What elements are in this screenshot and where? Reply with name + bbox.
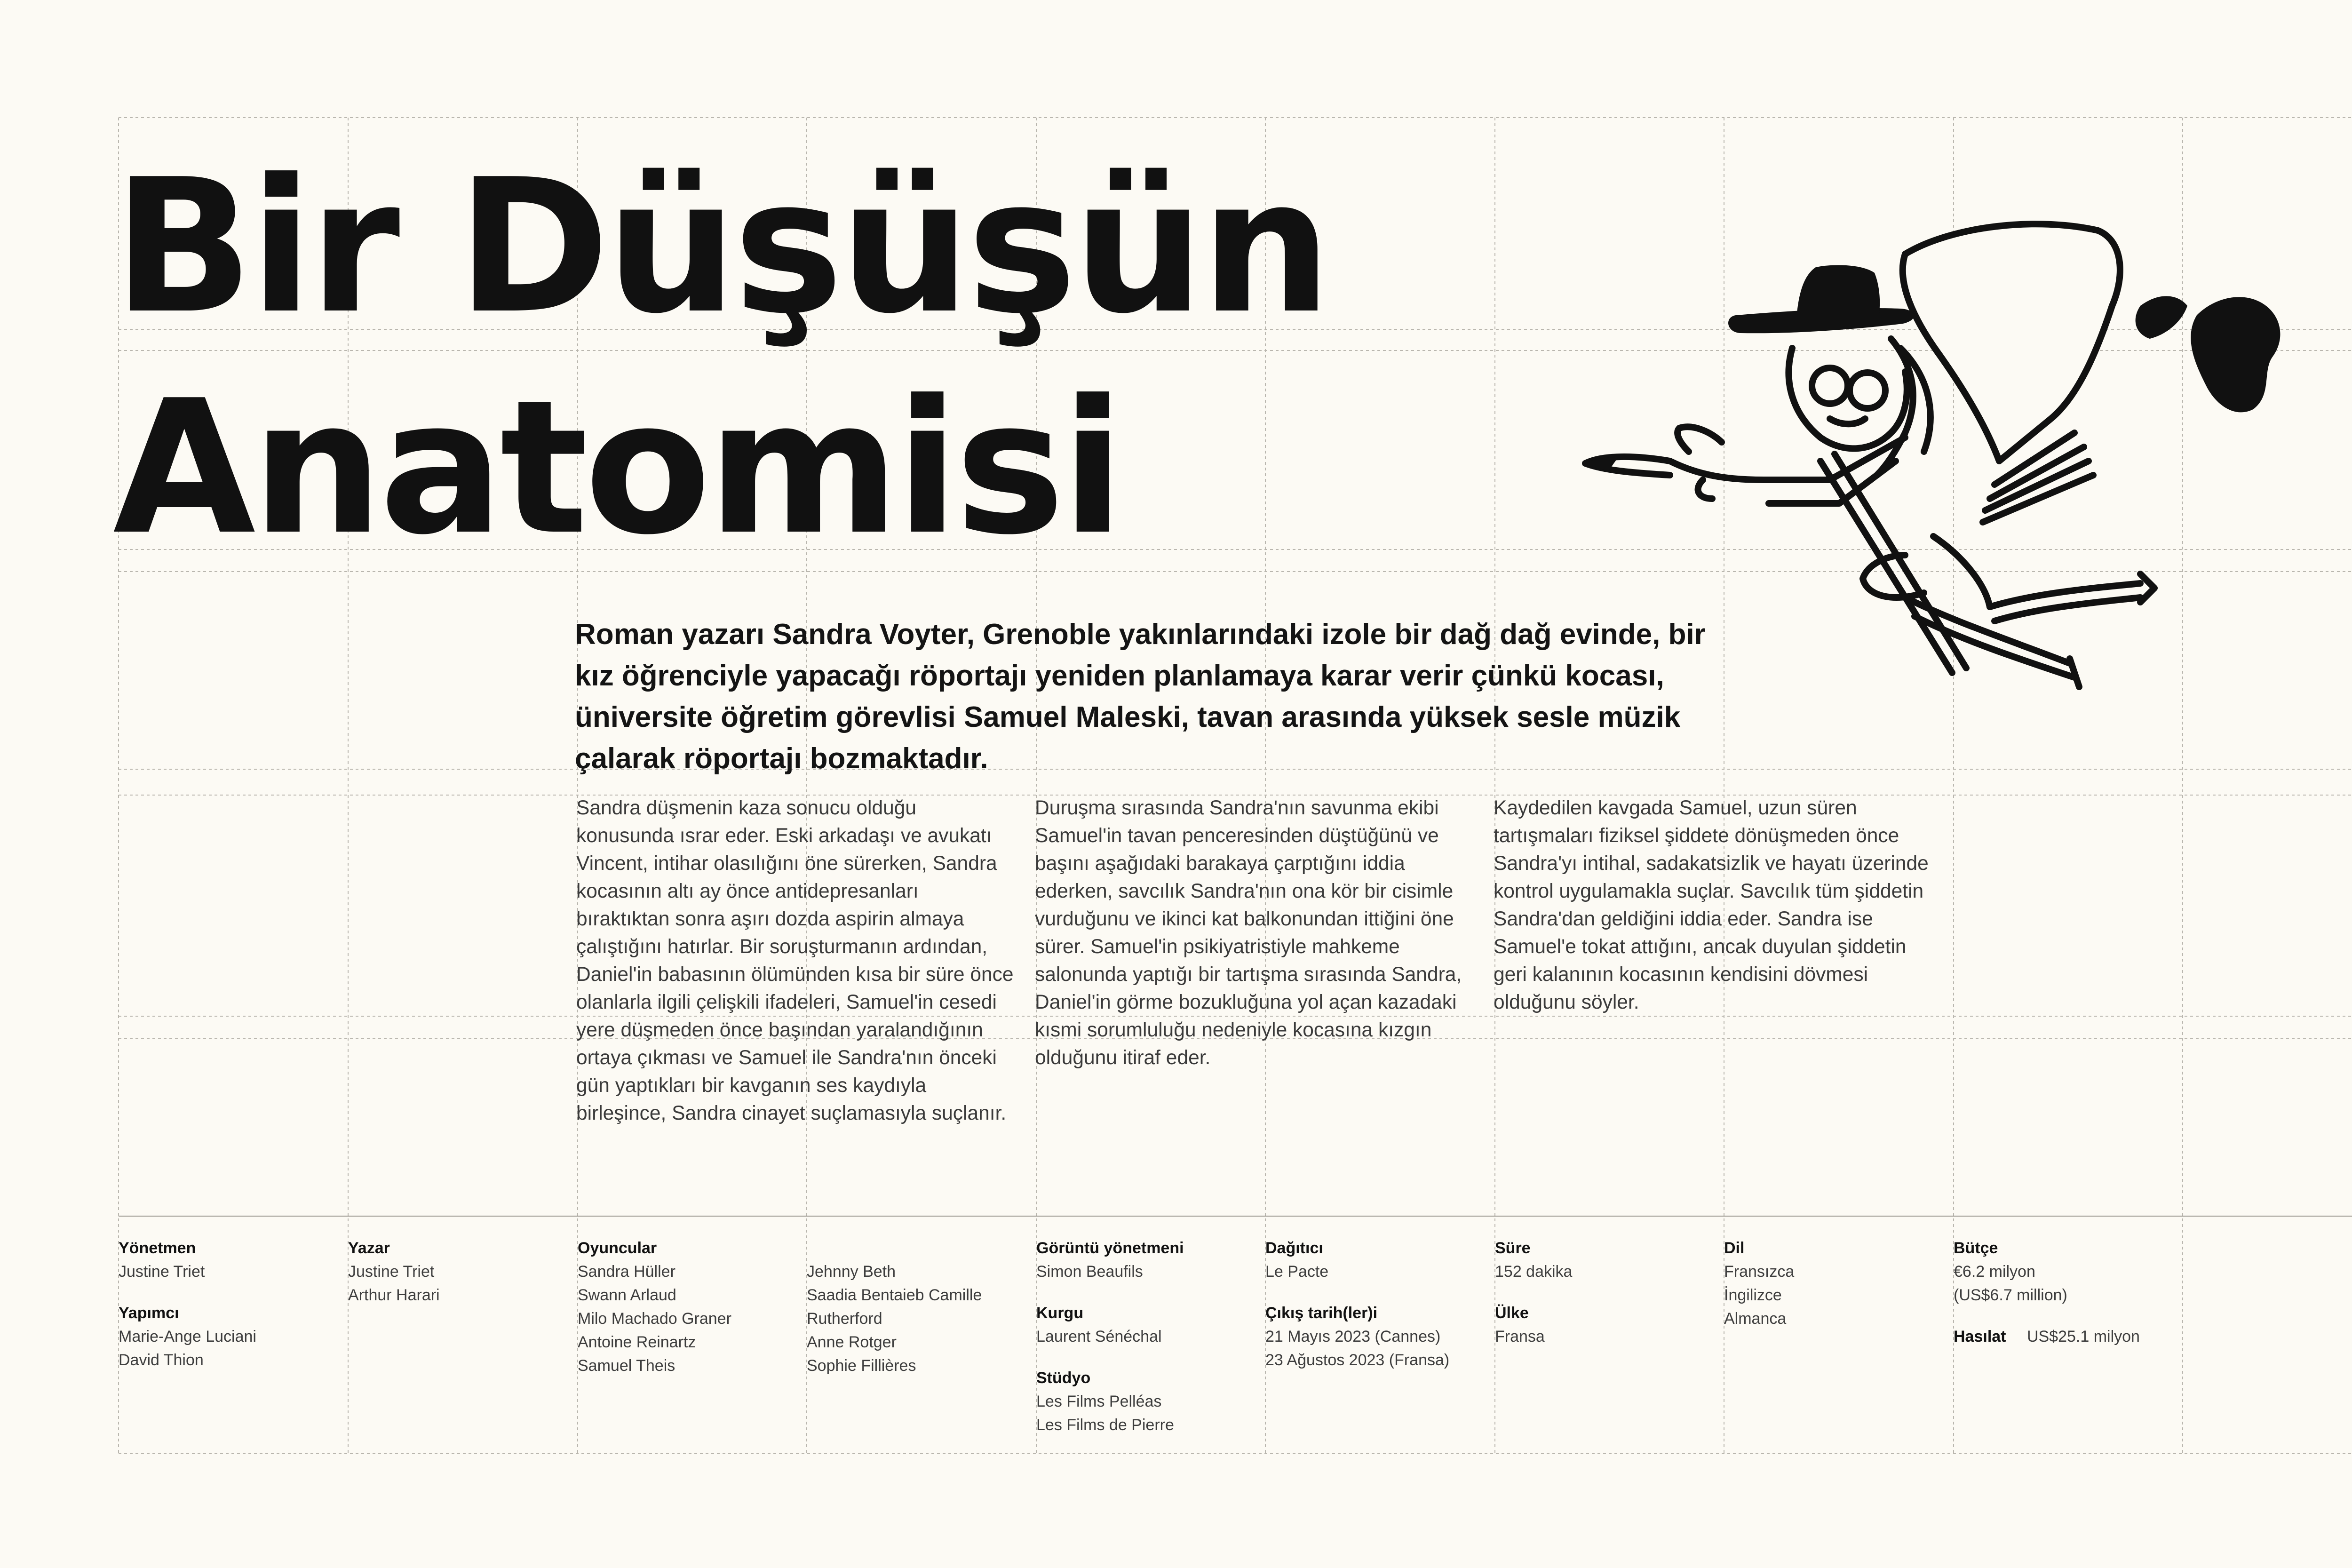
distributor-label: Dağıtıcı xyxy=(1265,1239,1323,1257)
credits-crew-block xyxy=(1036,1236,1257,1437)
cast-label: Oyuncular xyxy=(578,1239,657,1257)
credits-cast-block xyxy=(578,1236,799,1377)
title-line-2: Anatomisi xyxy=(113,361,1121,575)
cast-member: Milo Machado Graner xyxy=(578,1310,731,1328)
cast-member: Saadia Bentaieb Camille xyxy=(807,1286,982,1304)
studio-value: Les Films Pelléas xyxy=(1036,1393,1162,1410)
credits-director-block xyxy=(119,1236,340,1372)
body-column-2: Duruşma sırasında Sandra'nın savunma ekibi Samuel'in tavan penceresinden düştüğünü ve başını aşağıdaki barakaya çarptığını iddia ederken, savcılık Sandra'nın ona kör bir cisimle vurduğunu ve ikinci kat balkonundan ittiğini öne sürer. Samuel'in psikiyatristiyle mahkeme salonunda yaptığı bir tartışma sırasında Sandra, Daniel'in görme bozukluğuna yol açan kazadaki kısmi sorumluluğu nedeniyle kocasına kızgın olduğunu itiraf eder. xyxy=(1035,797,1462,1069)
writer-label: Yazar xyxy=(348,1239,390,1257)
body-column-1: Sandra düşmenin kaza sonucu olduğu konusunda ısrar eder. Eski arkadaşı ve avukatı Vincent, intihar olasılığını öne sürerken, Sandra kocasının altı ay önce antidepresanları bıraktıktan sonra aşırı dozda aspirin almaya çalıştığını hatırlar. Bir soruşturmanın ardından, Daniel'in babasının ölümünden kısa bir süre önce olanlarla ilgili çelişkili ifadeleri, Samuel'in cesedi yere düşmeden önce başından yaralandığının ortaya çıkması ve Samuel ile Sandra'nın önceki gün yaptıkları bir kavganın ses kaydıyla birleşince, Sandra cinayet suçlamasıyla suçlanır. xyxy=(576,797,1014,1124)
budget-label: Bütçe xyxy=(1954,1239,1998,1257)
budget-value: €6.2 milyon xyxy=(1954,1263,2035,1281)
release-label: Çıkış tarih(ler)i xyxy=(1265,1304,1378,1322)
writer-value: Justine Triet xyxy=(348,1263,435,1281)
writer-value: Arthur Harari xyxy=(348,1286,440,1304)
cast-member: Antoine Reinartz xyxy=(578,1333,696,1351)
runtime-value: 152 dakika xyxy=(1495,1263,1573,1281)
country-label: Ülke xyxy=(1495,1304,1529,1322)
producer-label: Yapımcı xyxy=(119,1304,179,1322)
cast-member: Anne Rotger xyxy=(807,1333,897,1351)
cast-member: Sophie Fillières xyxy=(807,1357,916,1375)
box-office-row xyxy=(1954,1325,2175,1348)
credits-budget-block xyxy=(1954,1236,2175,1348)
release-value: 23 Ağustos 2023 (Fransa) xyxy=(1265,1351,1450,1369)
studio-label: Stüdyo xyxy=(1036,1369,1091,1387)
box-office-value: US$25.1 milyon xyxy=(2026,1328,2140,1345)
studio-value: Les Films de Pierre xyxy=(1036,1416,1174,1434)
box-office-label: Hasılat xyxy=(1954,1328,2006,1345)
cast-member: Jehnny Beth xyxy=(807,1263,896,1281)
producer-value: David Thion xyxy=(119,1351,204,1369)
cast-member: Swann Arlaud xyxy=(578,1286,676,1304)
editing-value: Laurent Sénéchal xyxy=(1036,1328,1162,1345)
director-value: Justine Triet xyxy=(119,1263,205,1281)
cinematography-label: Görüntü yönetmeni xyxy=(1036,1239,1184,1257)
language-value: Almanca xyxy=(1724,1310,1787,1328)
country-value: Fransa xyxy=(1495,1328,1545,1345)
producer-value: Marie-Ange Luciani xyxy=(119,1328,256,1345)
runtime-label: Süre xyxy=(1495,1239,1531,1257)
editing-label: Kurgu xyxy=(1036,1304,1084,1322)
credits-cast-block-2 xyxy=(807,1236,1030,1377)
language-value: Fransızca xyxy=(1724,1263,1795,1281)
cinematography-value: Simon Beaufils xyxy=(1036,1263,1143,1281)
lede-paragraph: Roman yazarı Sandra Voyter, Grenoble yakınlarındaki izole bir dağ dağ evinde, bir kız öğrenciyle yapacağı röportajı yeniden planlamaya karar verir çünkü kocası, üniversite öğretim görevlisi Samuel Maleski, tavan arasında yüksek sesle müzik çalarak röportajı bozmaktadır. xyxy=(575,618,1706,775)
cast-member: Samuel Theis xyxy=(578,1357,675,1375)
title-line-1: Bir Düşüşün xyxy=(113,140,1328,354)
language-value: İngilizce xyxy=(1724,1286,1782,1304)
cast-member: Rutherford xyxy=(807,1310,882,1328)
director-label: Yönetmen xyxy=(119,1239,196,1257)
credits-distribution-block xyxy=(1265,1236,1486,1372)
credits-language-block xyxy=(1724,1236,1945,1330)
page-title xyxy=(113,136,1328,579)
release-value: 21 Mayıs 2023 (Cannes) xyxy=(1265,1328,1441,1345)
credits-writer-block xyxy=(348,1236,569,1307)
credits-runtime-block xyxy=(1495,1236,1716,1348)
body-column-3: Kaydedilen kavgada Samuel, uzun süren tartışmaları fiziksel şiddete dönüşmeden önce Sandra'yı intihal, sadakatsizlik ve hayatı üzerinde kontrol uygulamakla suçlar. Savcılık tüm şiddetin Sandra'dan geldiğini iddia eder. Sandra ise Samuel'e tokat attığını, ancak duyulan şiddetin geri kalanının kocasının kendisini dövmesi olduğunu söyler. xyxy=(1494,797,1929,1013)
cast-member: Sandra Hüller xyxy=(578,1263,675,1281)
language-label: Dil xyxy=(1724,1239,1745,1257)
budget-value: (US$6.7 million) xyxy=(1954,1286,2067,1304)
distributor-value: Le Pacte xyxy=(1265,1263,1329,1281)
